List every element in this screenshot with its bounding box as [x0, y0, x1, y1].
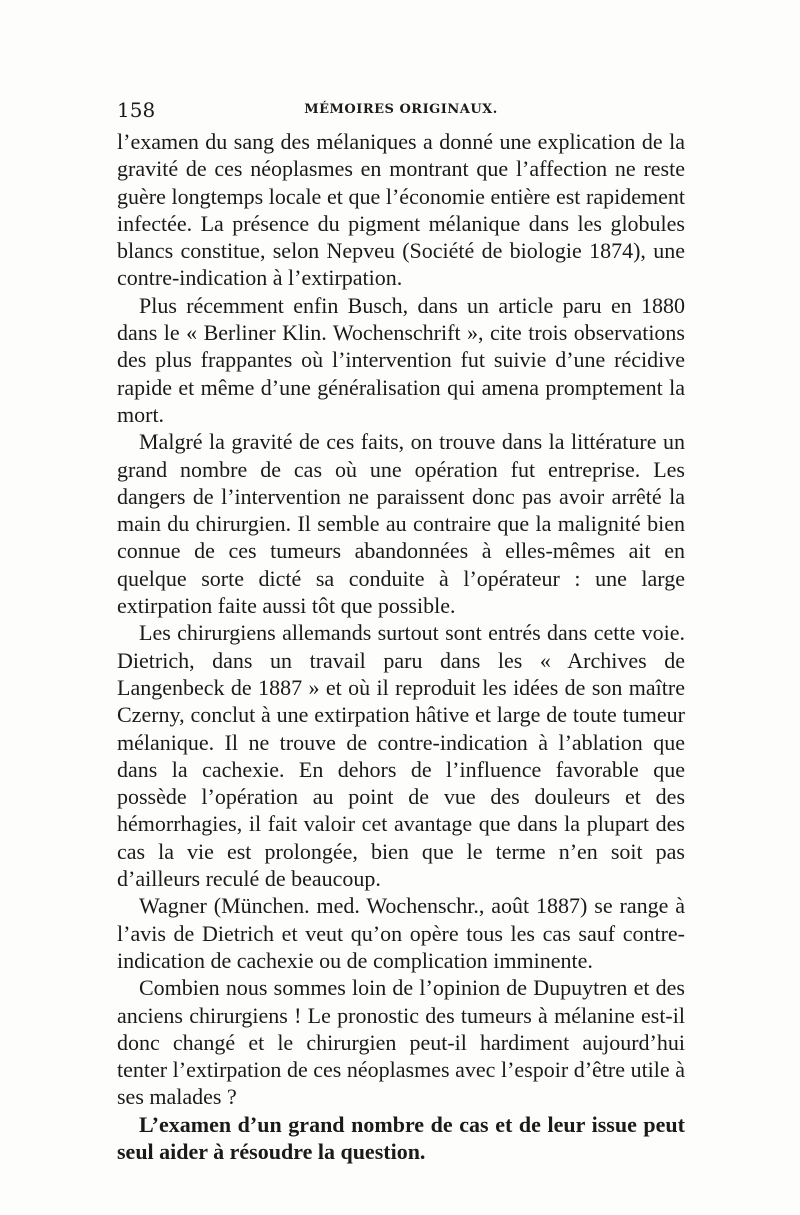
paragraph-continuation: l’examen du sang des mélaniques a donné une explication de la gravité de ces néoplasmes en montrant que l’affection ne reste guère longtemps locale et que l’économie entière est rapidement infectée. La présence du pigment mélanique dans les globules blancs constitue, selon Nepveu (Société de biologie 1874), une contre-indication à l’extirpation.: [117, 129, 685, 291]
paragraph-chirurgiens-allemands: Les chirurgiens allemands surtout sont entrés dans cette voie. Dietrich, dans un travail paru dans les « Archives de Langenbeck de 1887 » et où il reproduit les idées de son maître Czerny, conclut à une extirpation hâtive et large de toute tumeur mélanique. Il ne trouve de contre-indication à l’ablation que dans la cachexie. En dehors de l’influence favorable que possède l’opération au point de vue des douleurs et des hémorrhagies, il fait valoir cet avantage que dans la plupart des cas la vie est prolongée, bien que le terme n’en soit pas d’ailleurs reculé de beaucoup.: [117, 620, 685, 892]
body-text: [117, 128, 685, 1165]
running-head: [117, 98, 685, 122]
paragraph-busch: Plus récemment enfin Busch, dans un article paru en 1880 dans le « Berliner Klin. Wochenschrift », cite trois observations des plus frappantes où l’intervention fut suivie d’une récidive rapide et même d’une généralisation qui amena promptement la mort.: [117, 292, 685, 427]
page-number: 158: [117, 98, 156, 122]
paragraph-gravite: Malgré la gravité de ces faits, on trouve dans la littérature un grand nombre de cas où une opération fut entreprise. Les dangers de l’intervention ne paraissent donc pas avoir arrêté la main du chirurgien. Il semble au contraire que la malignité bien connue de ces tumeurs abandonnées à elles-mêmes ait en quelque sorte dicté sa conduite à l’opérateur : une large extirpation faite aussi tôt que possible.: [117, 429, 685, 619]
paragraph-dupuytren: Combien nous sommes loin de l’opinion de Dupuytren et des anciens chirurgiens ! Le pronostic des tumeurs à mélanine est-il donc changé et le chirurgien peut-il hardiment aujourd’hui tenter l’extirpation de ces néoplasmes avec l’espoir d’être utile à ses malades ?: [117, 975, 685, 1110]
running-title: MÉMOIRES ORIGINAUX.: [304, 102, 498, 117]
paragraph-wagner: Wagner (München. med. Wochenschr., août 1887) se range à l’avis de Dietrich et veut qu’on opère tous les cas sauf contre-indication de cachexie ou de complication imminente.: [117, 893, 685, 973]
paragraph-conclusion: L’examen d’un grand nombre de cas et de leur issue peut seul aider à résoudre la question.: [117, 1111, 685, 1164]
